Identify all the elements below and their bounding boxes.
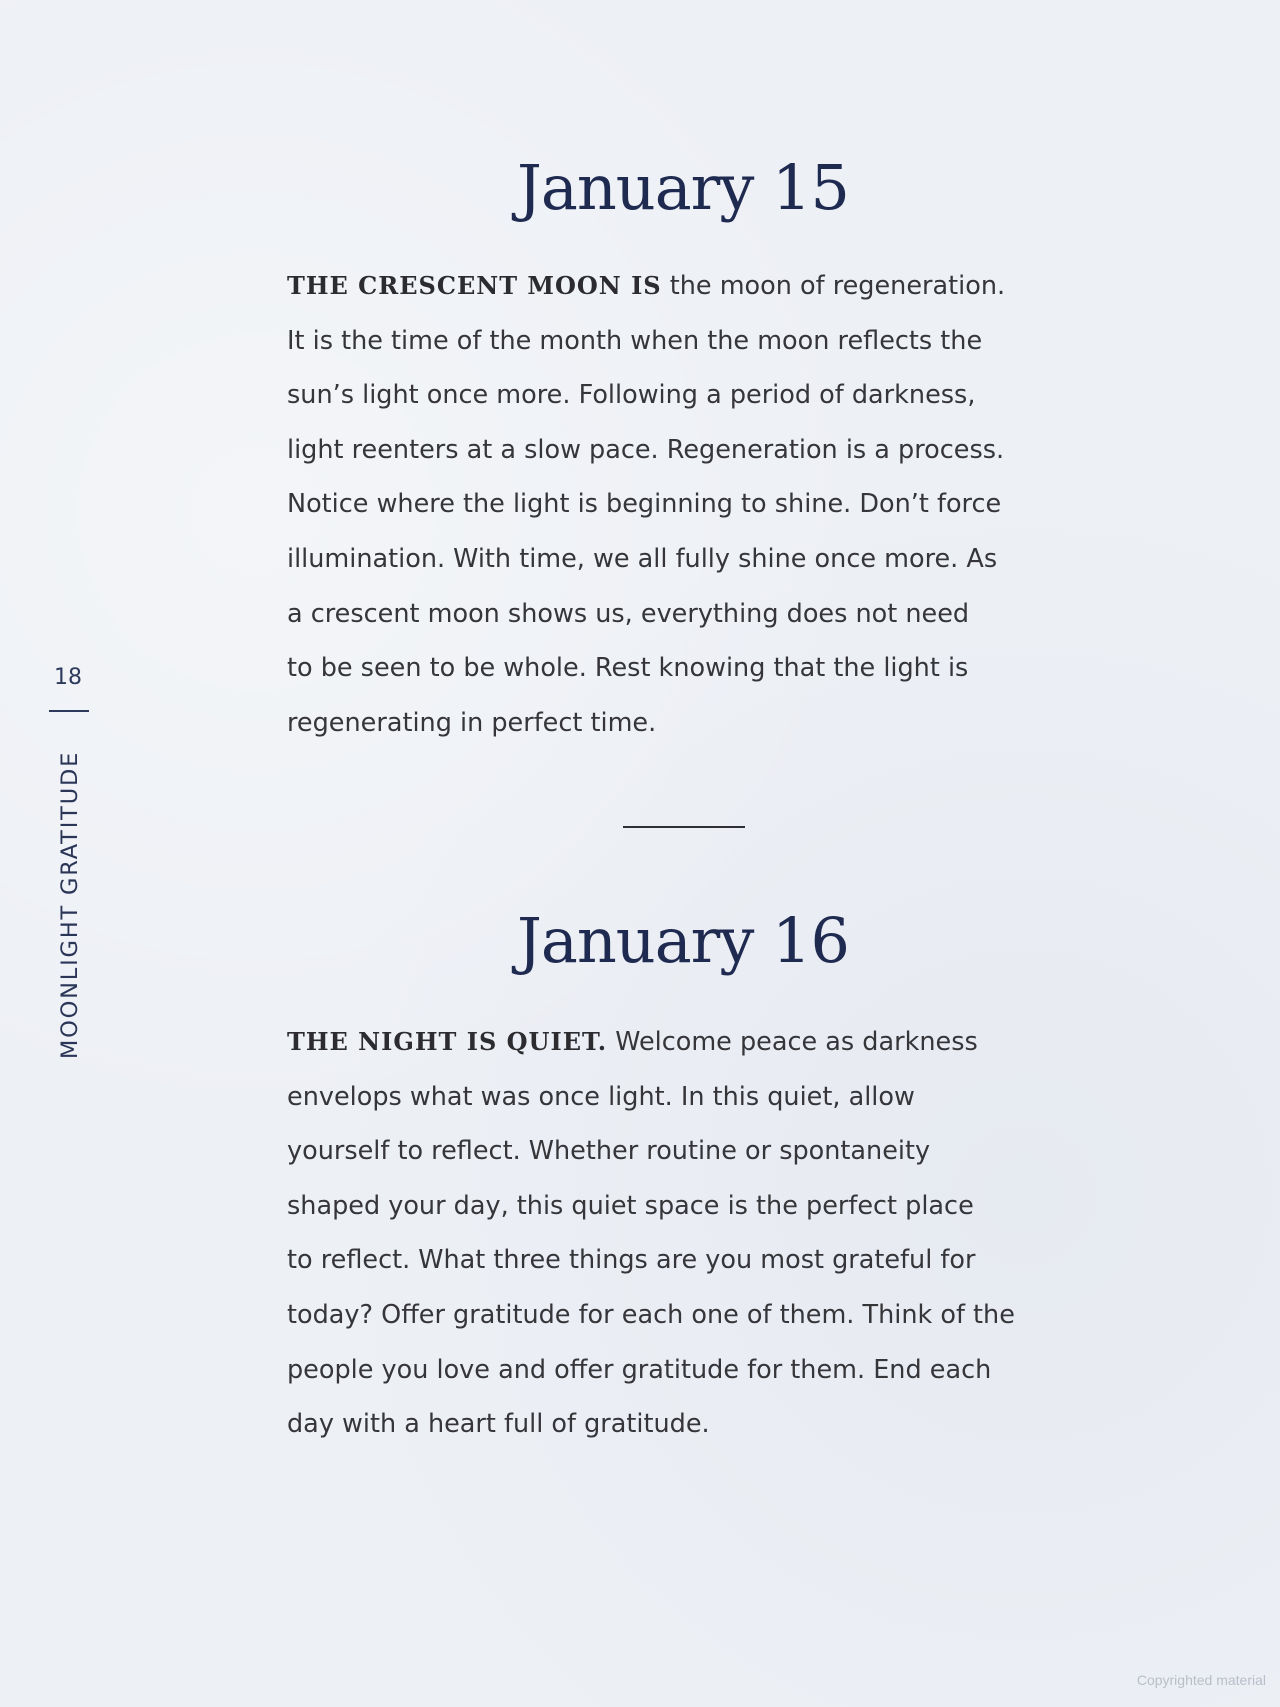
entry-line-text: the moon of regeneration. <box>661 271 1006 301</box>
entry-line: day with a heart full of gratitude. <box>287 1409 710 1440</box>
entry-line: today? Offer gratitude for each one of them. Think of the <box>287 1299 1015 1330</box>
entry-line: illumination. With time, we all fully shine once more. As <box>287 543 998 574</box>
entry-line: to reflect. What three things are you most grateful for <box>287 1245 976 1276</box>
entry-line <box>287 259 1087 314</box>
entry-line: envelops what was once light. In this quiet, allow <box>287 1081 915 1112</box>
entry-line: Notice where the light is beginning to shine. Don’t force <box>287 489 1002 520</box>
entry-lead-in: THE CRESCENT MOON IS <box>287 271 662 300</box>
running-head: MOONLIGHT GRATITUDE <box>57 750 83 1060</box>
folio-rule <box>49 710 89 712</box>
entry-line: regenerating in perfect time. <box>287 707 657 738</box>
entry-line: shaped your day, this quiet space is the perfect place <box>287 1190 974 1221</box>
entry-line: yourself to reflect. Whether routine or spontaneity <box>287 1136 931 1167</box>
entry-title-january-15: January 15 <box>517 151 849 224</box>
entry-line: people you love and offer gratitude for them. End each <box>287 1354 992 1385</box>
entry-line: to be seen to be whole. Rest knowing that the light is <box>287 653 969 684</box>
section-divider <box>623 826 745 828</box>
entry-body-january-16 <box>287 1015 1087 1452</box>
entry-title-january-16: January 16 <box>517 904 849 977</box>
entry-line: a crescent moon shows us, everything does not need <box>287 598 970 629</box>
page-number: 18 <box>54 665 82 690</box>
entry-line-text: Welcome peace as darkness <box>607 1027 978 1057</box>
entry-lead-in: THE NIGHT IS QUIET. <box>287 1027 608 1056</box>
entry-line: It is the time of the month when the moon reflects the <box>287 325 983 356</box>
entry-line: sun’s light once more. Following a period of darkness, <box>287 380 976 411</box>
entry-body-january-15 <box>287 259 1087 750</box>
entry-line <box>287 1015 1087 1070</box>
copyright-watermark: Copyrighted material <box>1136 1672 1266 1688</box>
entry-line: light reenters at a slow pace. Regeneration is a process. <box>287 434 1005 465</box>
